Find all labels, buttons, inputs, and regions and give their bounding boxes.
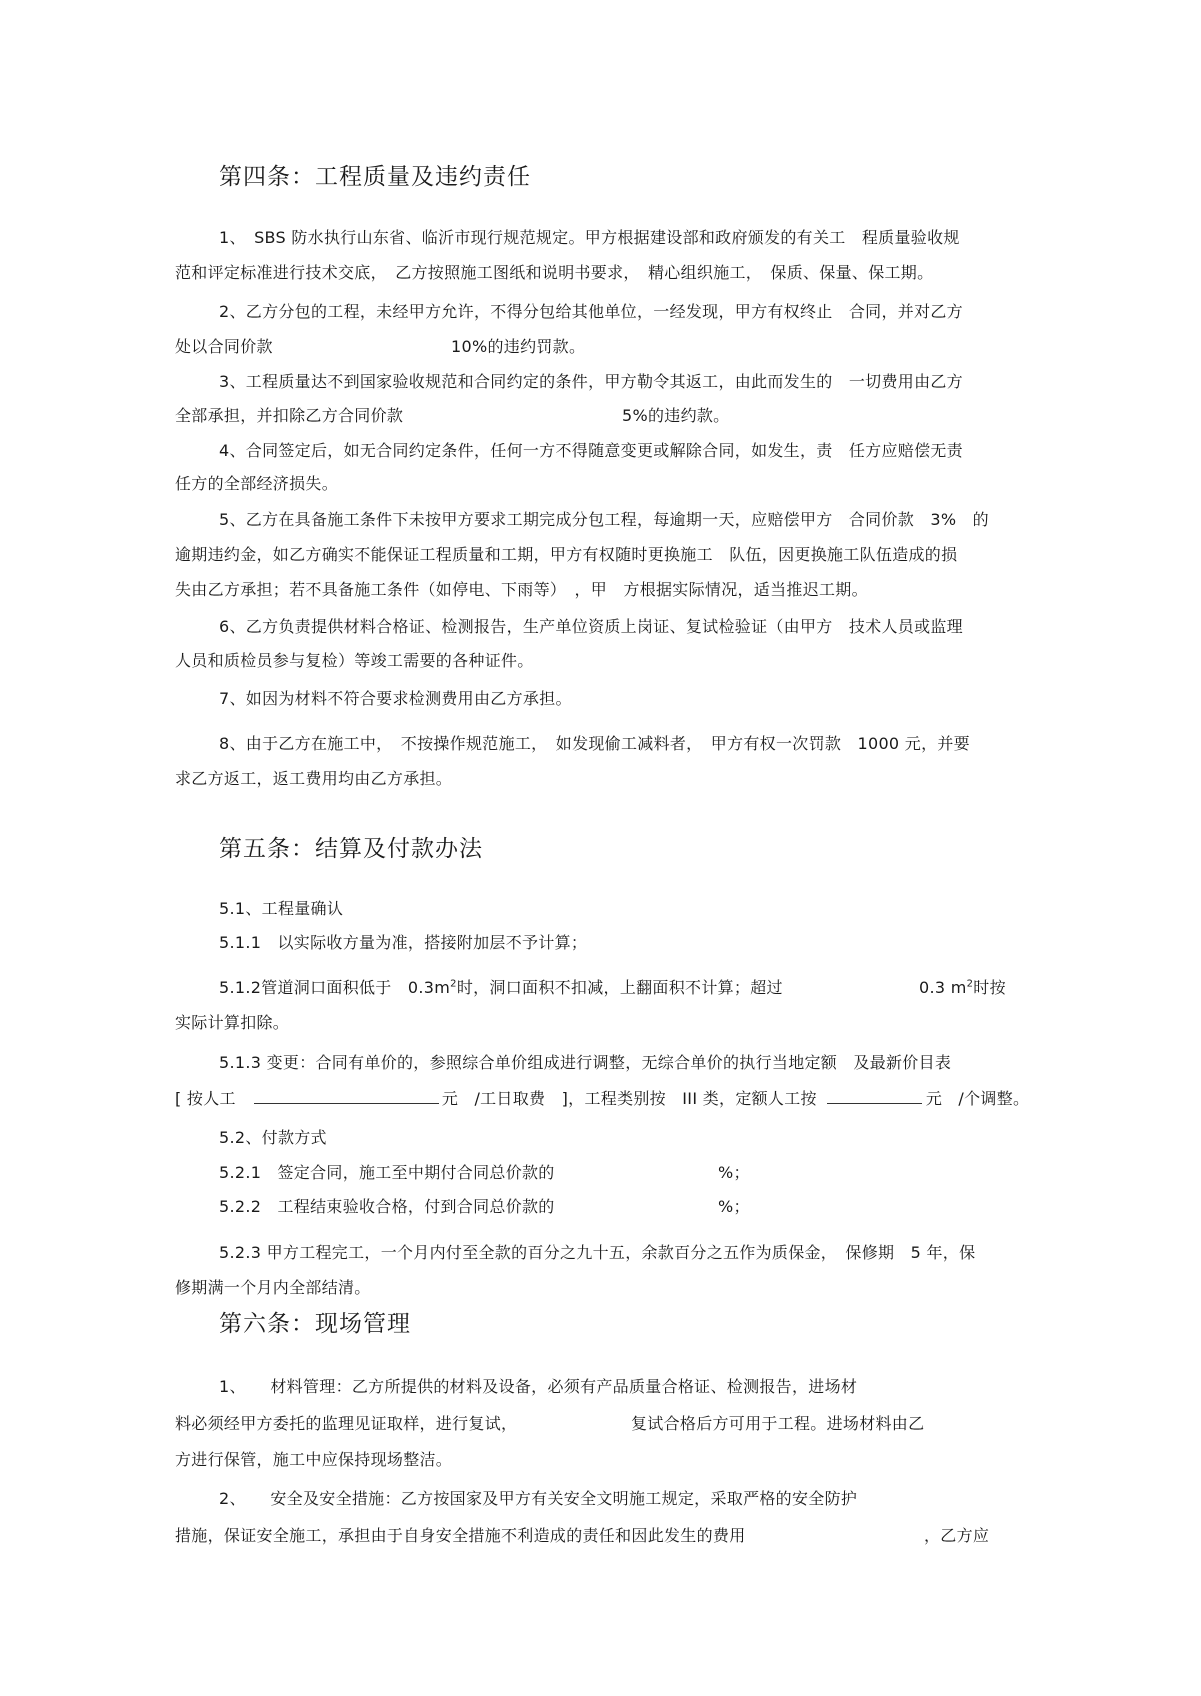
art6-p1-line3: 方进行保管，施工中应保持现场整洁。 — [175, 1450, 453, 1469]
art4-p2-line1: 2、乙方分包的工程，未经甲方允许，不得分包给其他单位，一经发现，甲方有权终止 合同，并对乙方 — [219, 302, 963, 321]
art4-p1-line1: 1、 SBS 防水执行山东省、临沂市现行规范规定。甲方根据建设部和政府颁发的有关工 程质量验收规 — [219, 228, 960, 247]
art5-s523-line1: 5.2.3 甲方工程完工，一个月内付至全款的百分之九十五，余款百分之五作为质保金， 保修期 5 年，保 — [219, 1243, 976, 1262]
art4-p3-line2b: 5%的违约款。 — [622, 406, 730, 425]
art4-p7-line1: 7、如因为材料不符合要求检测费用由乙方承担。 — [219, 689, 572, 708]
art4-p3-line2a: 全部承担，并扣除乙方合同价款 — [175, 406, 404, 425]
art4-p6-line1: 6、乙方负责提供材料合格证、检测报告，生产单位资质上岗证、复试检验证（由甲方 技术人员或监理 — [219, 617, 963, 636]
superscript-2: 2 — [450, 978, 457, 990]
art5-s512-line1c — [919, 978, 1006, 998]
art5-s511: 5.1.1 以实际收方量为准，搭接附加层不予计算； — [219, 933, 588, 952]
art6-p2-line2b: ，乙方应 — [924, 1526, 990, 1545]
article-5-heading: 第五条：结算及付款办法 — [219, 836, 483, 862]
art5-s51: 5.1、工程量确认 — [219, 899, 344, 918]
article-6-heading: 第六条：现场管理 — [219, 1311, 411, 1337]
art4-p4-line2: 任方的全部经济损失。 — [175, 474, 339, 493]
art4-p2-line2b: 10%的违约罚款。 — [451, 337, 586, 356]
blank-line — [254, 1089, 439, 1104]
art4-p3-line1: 3、工程质量达不到国家验收规范和合同约定的条件，甲方勒令其返工，由此而发生的 一切费用由乙方 — [219, 372, 963, 391]
superscript-2: 2 — [966, 978, 974, 990]
art4-p6-line2: 人员和质检员参与复检）等竣工需要的各种证件。 — [175, 651, 534, 670]
art5-s512-text-d: 时按 — [973, 978, 1006, 997]
art4-p5-line1: 5、乙方在具备施工条件下未按甲方要求工期完成分包工程，每逾期一天，应赔偿甲方 合同价款 3% 的 — [219, 510, 989, 529]
art6-p1-line2b: 复试合格后方可用于工程。进场材料由乙 — [631, 1414, 925, 1433]
art5-s522-a: 5.2.2 工程结束验收合格，付到合同总价款的 — [219, 1197, 555, 1216]
art5-s512-line1a — [219, 978, 783, 998]
art5-s512-line2: 实际计算扣除。 — [175, 1013, 290, 1032]
art5-s512-text-b: 时，洞口面积不扣减，上翻面积不计算；超过 — [456, 978, 783, 997]
art5-s521-b: %； — [718, 1163, 750, 1182]
art6-p2-line2a: 措施，保证安全施工，承担由于自身安全措施不利造成的责任和因此发生的费用 — [175, 1526, 746, 1545]
art6-p1-line1: 1、 材料管理：乙方所提供的材料及设备，必须有产品质量合格证、检测报告，进场材 — [219, 1377, 858, 1396]
blank-line — [827, 1089, 922, 1104]
art5-s513-text-c: 元 /个调整。 — [925, 1089, 1030, 1108]
art5-s523-line2: 修期满一个月内全部结清。 — [175, 1278, 371, 1297]
art5-s512-text-c: 0.3 m — [919, 978, 967, 997]
art5-s513-text-a: [ 按人工 — [175, 1089, 236, 1108]
art6-p1-line2a: 料必须经甲方委托的监理见证取样，进行复试， — [175, 1414, 518, 1433]
art5-s513-line1: 5.1.3 变更：合同有单价的，参照综合单价组成进行调整，无综合单价的执行当地定额 及最新价目表 — [219, 1053, 952, 1072]
art4-p8-line2: 求乙方返工，返工费用均由乙方承担。 — [175, 769, 453, 788]
art4-p5-line2: 逾期违约金，如乙方确实不能保证工程质量和工期，甲方有权随时更换施工 队伍，因更换施工队伍造成的损 — [175, 545, 958, 564]
art5-s512-text-a: 5.1.2管道洞口面积低于 0.3m — [219, 978, 451, 997]
art4-p1-line2: 范和评定标准进行技术交底， 乙方按照施工图纸和说明书要求， 精心组织施工， 保质、保量、保工期。 — [175, 263, 934, 282]
art6-p2-line1: 2、 安全及安全措施：乙方按国家及甲方有关安全文明施工规定，采取严格的安全防护 — [219, 1489, 858, 1508]
art4-p5-line3: 失由乙方承担；若不具备施工条件（如停电、下雨等） ，甲 方根据实际情况，适当推迟工期。 — [175, 580, 868, 599]
art5-s52: 5.2、付款方式 — [219, 1128, 327, 1147]
art5-s513-text-b: 元 /工日取费 ]，工程类别按 III 类，定额人工按 — [441, 1089, 817, 1108]
art4-p8-line1: 8、由于乙方在施工中， 不按操作规范施工， 如发现偷工减料者， 甲方有权一次罚款 1000 元，并要 — [219, 734, 970, 753]
art4-p4-line1: 4、合同签定后，如无合同约定条件，任何一方不得随意变更或解除合同，如发生，责 任方应赔偿无责 — [219, 441, 963, 460]
article-4-heading: 第四条：工程质量及违约责任 — [219, 164, 531, 190]
art5-s522-b: %； — [718, 1197, 750, 1216]
art5-s521-a: 5.2.1 签定合同，施工至中期付合同总价款的 — [219, 1163, 555, 1182]
art5-s513-line2 — [175, 1089, 1029, 1109]
art4-p2-line2a: 处以合同价款 — [175, 337, 273, 356]
